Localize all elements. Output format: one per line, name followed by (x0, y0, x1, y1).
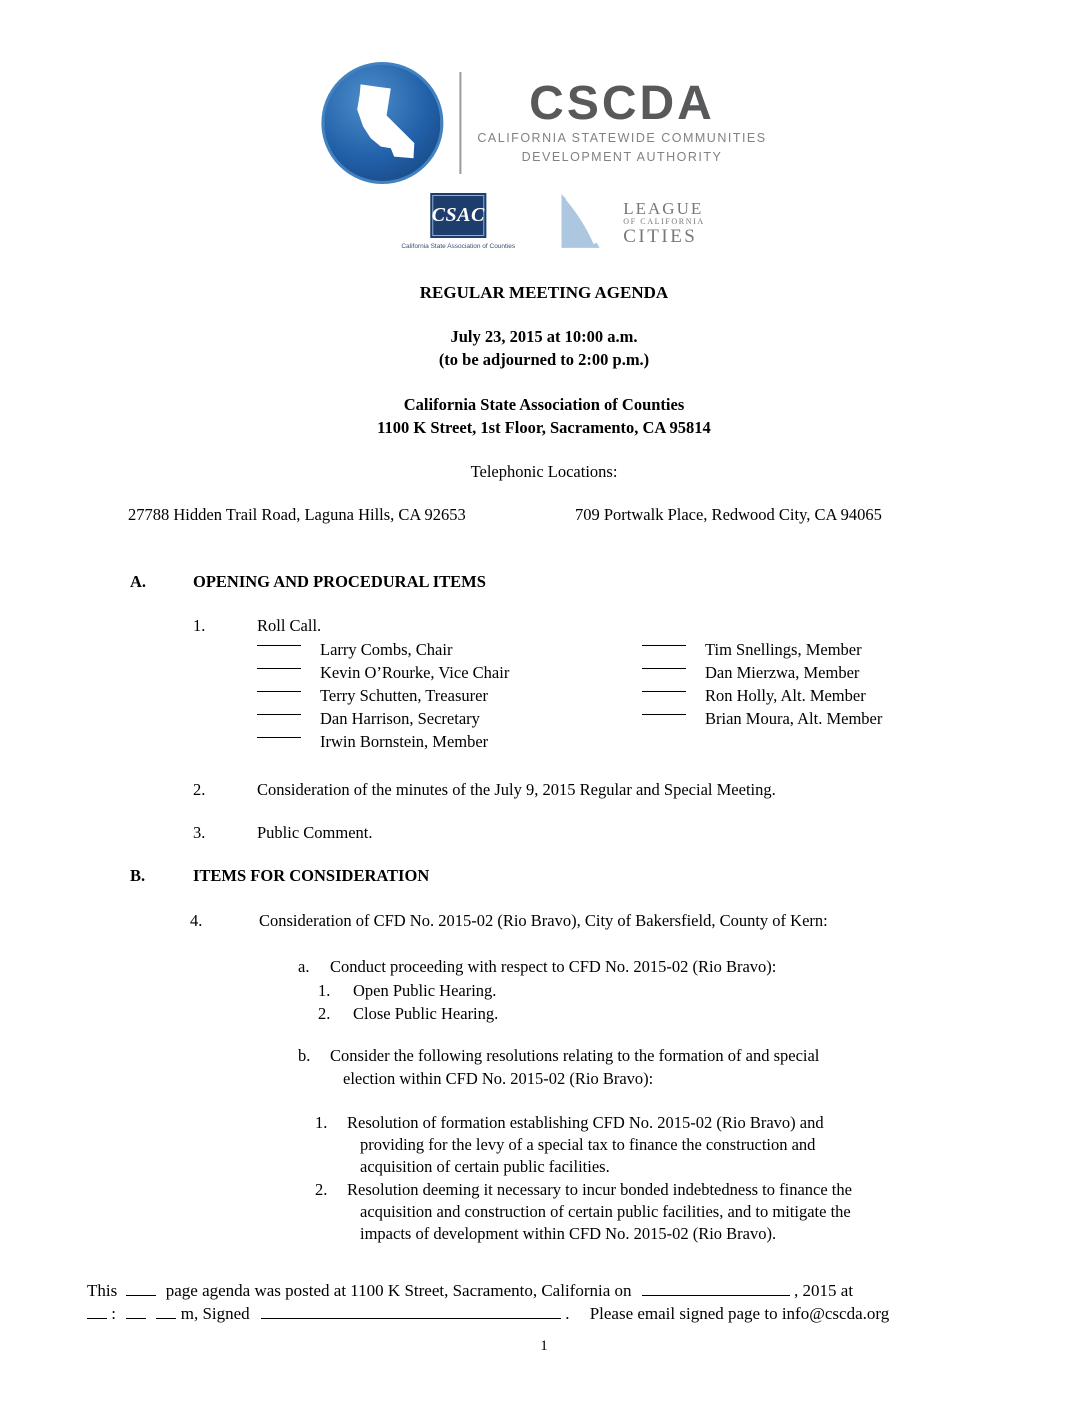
roll-call-blank (642, 628, 686, 646)
hour-blank (87, 1304, 107, 1319)
item-4b-marker: b. (298, 1046, 311, 1065)
posting-date-blank (642, 1281, 790, 1296)
league-sail-icon (559, 193, 615, 254)
telephonic-location-right: 709 Portwalk Place, Redwood City, CA 94065 (575, 505, 882, 524)
document-title: REGULAR MEETING AGENDA (419, 283, 669, 302)
signature-blank (261, 1304, 561, 1319)
roll-call-blank (257, 720, 301, 738)
footer-seg-m-signed: m, Signed (180, 1304, 250, 1323)
roll-call-name: Larry Combs, Chair (320, 640, 453, 659)
roll-call-name: Dan Harrison, Secretary (320, 709, 480, 728)
roll-call-blank (642, 651, 686, 669)
item-4a-step2-number: 2. (318, 1004, 331, 1023)
item-2-text: Consideration of the minutes of the July 9, 2015 Regular and Special Meeting. (257, 780, 776, 799)
telephonic-label: Telephonic Locations: (470, 462, 618, 481)
item-4-number: 4. (190, 911, 203, 930)
resolution-1-number: 1. (315, 1113, 328, 1132)
item-1-text: Roll Call. (257, 616, 322, 635)
item-1-number: 1. (193, 616, 206, 635)
resolution-1-line3: acquisition of certain public facilities. (360, 1157, 610, 1176)
footer-seg-this: This (87, 1281, 118, 1300)
roll-call-name: Ron Holly, Alt. Member (705, 686, 866, 705)
item-4b-text-line1: Consider the following resolutions relating to the formation of and special (330, 1046, 820, 1065)
cscda-logo (321, 62, 766, 184)
page-number: 1 (540, 1338, 548, 1354)
league-of-california-cities-logo (559, 193, 704, 254)
csac-logo-icon: CSAC (430, 193, 486, 238)
roll-call-name: Terry Schutten, Treasurer (320, 686, 488, 705)
item-2-number: 2. (193, 780, 206, 799)
roll-call-blank (642, 697, 686, 715)
roll-call-name: Tim Snellings, Member (705, 640, 862, 659)
adjournment-note: (to be adjourned to 2:00 p.m.) (438, 350, 650, 369)
roll-call-blank (642, 674, 686, 692)
logo-text (477, 77, 767, 166)
item-3-number: 3. (193, 823, 206, 842)
meeting-datetime: July 23, 2015 at 10:00 a.m. (450, 327, 638, 346)
csac-caption: California State Association of Counties (401, 243, 516, 250)
ampm-blank (156, 1304, 176, 1319)
roll-call-blank (257, 674, 301, 692)
item-4b-text-line2: election within CFD No. 2015-02 (Rio Bravo): (343, 1069, 654, 1088)
venue-address: 1100 K Street, 1st Floor, Sacramento, CA 95814 (377, 418, 711, 437)
resolution-1-line1: Resolution of formation establishing CFD No. 2015-02 (Rio Bravo) and (347, 1113, 824, 1132)
section-b-letter: B. (130, 866, 146, 885)
resolution-2-line2: acquisition and construction of certain public facilities, and to mitigate the (360, 1202, 851, 1221)
roll-call-blank (257, 697, 301, 715)
roll-call-blank (257, 628, 301, 646)
roll-call-blank (257, 651, 301, 669)
csac-logo (383, 193, 533, 250)
item-3-text: Public Comment. (257, 823, 373, 842)
footer-seg-colon: : (111, 1304, 116, 1323)
footer-seg-2015at: , 2015 at (794, 1281, 854, 1300)
item-4-text: Consideration of CFD No. 2015-02 (Rio Bravo), City of Bakersfield, County of Kern: (259, 911, 828, 930)
resolution-1-line2: providing for the levy of a special tax to finance the construction and (360, 1135, 816, 1154)
telephonic-location-left: 27788 Hidden Trail Road, Laguna Hills, CA 92653 (128, 505, 466, 524)
footer-email-note: Please email signed page to info@cscda.org (589, 1304, 890, 1323)
item-4a-step1-text: Open Public Hearing. (353, 981, 497, 1000)
section-a-letter: A. (130, 572, 147, 591)
league-line1: LEAGUE (623, 199, 704, 219)
logo-acronym: CSCDA (529, 77, 715, 130)
resolution-2-number: 2. (315, 1180, 328, 1199)
roll-call-name: Irwin Bornstein, Member (320, 732, 489, 751)
footer-seg-period: . (565, 1304, 570, 1323)
footer-seg-posted: page agenda was posted at 1100 K Street, Sacramento, California on (165, 1281, 632, 1300)
league-line3: CITIES (623, 225, 698, 247)
logo-divider (459, 72, 461, 174)
league-text (623, 200, 704, 246)
resolution-2-line3: impacts of development within CFD No. 2015-02 (Rio Bravo). (360, 1224, 777, 1243)
logo-tagline-line2: DEVELOPMENT AUTHORITY (521, 150, 723, 164)
minute-blank (126, 1304, 146, 1319)
league-line2: OF CALIFORNIA (623, 217, 705, 227)
roll-call-name: Dan Mierzwa, Member (705, 663, 860, 682)
partner-logos (383, 193, 704, 254)
california-state-shape-icon (340, 78, 424, 168)
item-4a-marker: a. (298, 957, 310, 976)
california-globe-icon (321, 62, 443, 184)
roll-call-name: Brian Moura, Alt. Member (705, 709, 883, 728)
posting-statement-line1 (87, 1281, 853, 1301)
venue-name: California State Association of Counties (403, 395, 685, 414)
section-b-title: ITEMS FOR CONSIDERATION (193, 866, 430, 885)
section-a-title: OPENING AND PROCEDURAL ITEMS (193, 572, 486, 591)
logo-tagline-line1: CALIFORNIA STATEWIDE COMMUNITIES (477, 131, 767, 145)
page-count-blank (126, 1281, 156, 1296)
item-4a-step2-text: Close Public Hearing. (353, 1004, 499, 1023)
item-4a-step1-number: 1. (318, 981, 331, 1000)
resolution-2-line1: Resolution deeming it necessary to incur bonded indebtedness to finance the (347, 1180, 852, 1199)
roll-call-name: Kevin O’Rourke, Vice Chair (320, 663, 510, 682)
item-4a-text: Conduct proceeding with respect to CFD No. 2015-02 (Rio Bravo): (330, 957, 777, 976)
posting-statement-line2 (87, 1304, 889, 1324)
